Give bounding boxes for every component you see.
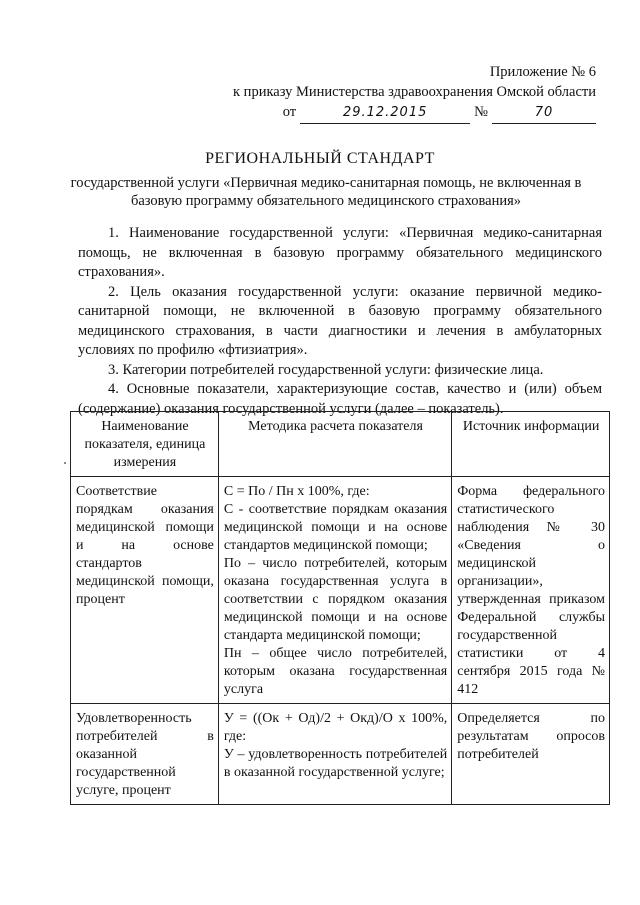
document-header xyxy=(233,62,596,124)
appendix-label: Приложение № 6 xyxy=(489,64,596,80)
cell-method xyxy=(218,704,451,805)
cell-indicator-name: Удовлетворенность потребителей в оказанной государственной услуге, процент xyxy=(71,704,219,805)
paragraph-1: 1. Наименование государственной услуги: «Первичная медико-санитарная помощь, не включенная в базовую программу обязательного медицинского страхования». xyxy=(78,225,602,280)
scan-speck xyxy=(64,462,66,464)
date-prefix: от xyxy=(282,104,297,120)
date-number-line xyxy=(233,102,596,124)
method-line: По – число потребителей, которым оказана государственная услуга в соответствии с порядком оказания медицинской помощи и на основе стандарта медицинской помощи; xyxy=(223,556,448,643)
handwritten-number: 70 xyxy=(492,103,596,124)
paragraph-3: 3. Категории потребителей государственной услуги: физические лица. xyxy=(108,361,544,378)
method-line: У = ((Ок + Од)/2 + Окд)/О х 100%, где: xyxy=(223,711,448,744)
document-subtitle: государственной услуги «Первичная медико-санитарная помощь, не включенная в базовую программу обязательного медицинского страхования» xyxy=(70,175,582,209)
method-formula xyxy=(224,483,447,699)
header-cell-source: Источник информации xyxy=(452,412,610,477)
cell-indicator-name: Соответствие порядкам оказания медицинской помощи и на основе стандартов медицинской помощи, процент xyxy=(71,477,219,704)
method-formula xyxy=(224,710,447,782)
cell-source: Форма федерального статистического наблюдения № 30 «Сведения о медицинской организации», утвержденная приказом Федеральной службы государственной статистики от 4 сентября 2015 года № 412 xyxy=(452,477,610,704)
paragraph-2: 2. Цель оказания государственной услуги: оказание первичной медико-санитарной помощи, не включенной в базовую программу обязательного медицинского страхования, в части диагностики и лечения в амбулаторных условиях по профилю «фтизиатрия». xyxy=(78,283,602,358)
method-line: У – удовлетворенность потребителей в оказанной государственной услуге; xyxy=(223,747,448,780)
table-row xyxy=(71,704,610,805)
order-reference: к приказу Министерства здравоохранения Омской области xyxy=(233,84,596,100)
number-prefix: № xyxy=(474,104,488,120)
indicators-table xyxy=(70,411,610,805)
paragraph-4: 4. Основные показатели, характеризующие состав, качество и (или) объем (содержание) оказания государственной услуги (далее – показатель). xyxy=(78,381,602,417)
document-title: РЕГИОНАЛЬНЫЙ СТАНДАРТ xyxy=(205,150,435,167)
handwritten-date: 29.12.2015 xyxy=(300,103,470,124)
method-line: С = По / Пн х 100%, где: xyxy=(223,484,370,499)
cell-source: Определяется по результатам опросов потребителей xyxy=(452,704,610,805)
document-body xyxy=(78,224,602,419)
header-cell-name: Наименование показателя, единица измерения xyxy=(71,412,219,477)
method-line: С - соответствие порядкам оказания медицинской помощи и на основе стандартов медицинской помощи; xyxy=(223,502,448,553)
table-header-row xyxy=(71,412,610,477)
method-line: Пн – общее число потребителей, которым оказана государственная услуга xyxy=(223,646,448,697)
table-row xyxy=(71,477,610,704)
header-cell-method: Методика расчета показателя xyxy=(218,412,451,477)
cell-method xyxy=(218,477,451,704)
